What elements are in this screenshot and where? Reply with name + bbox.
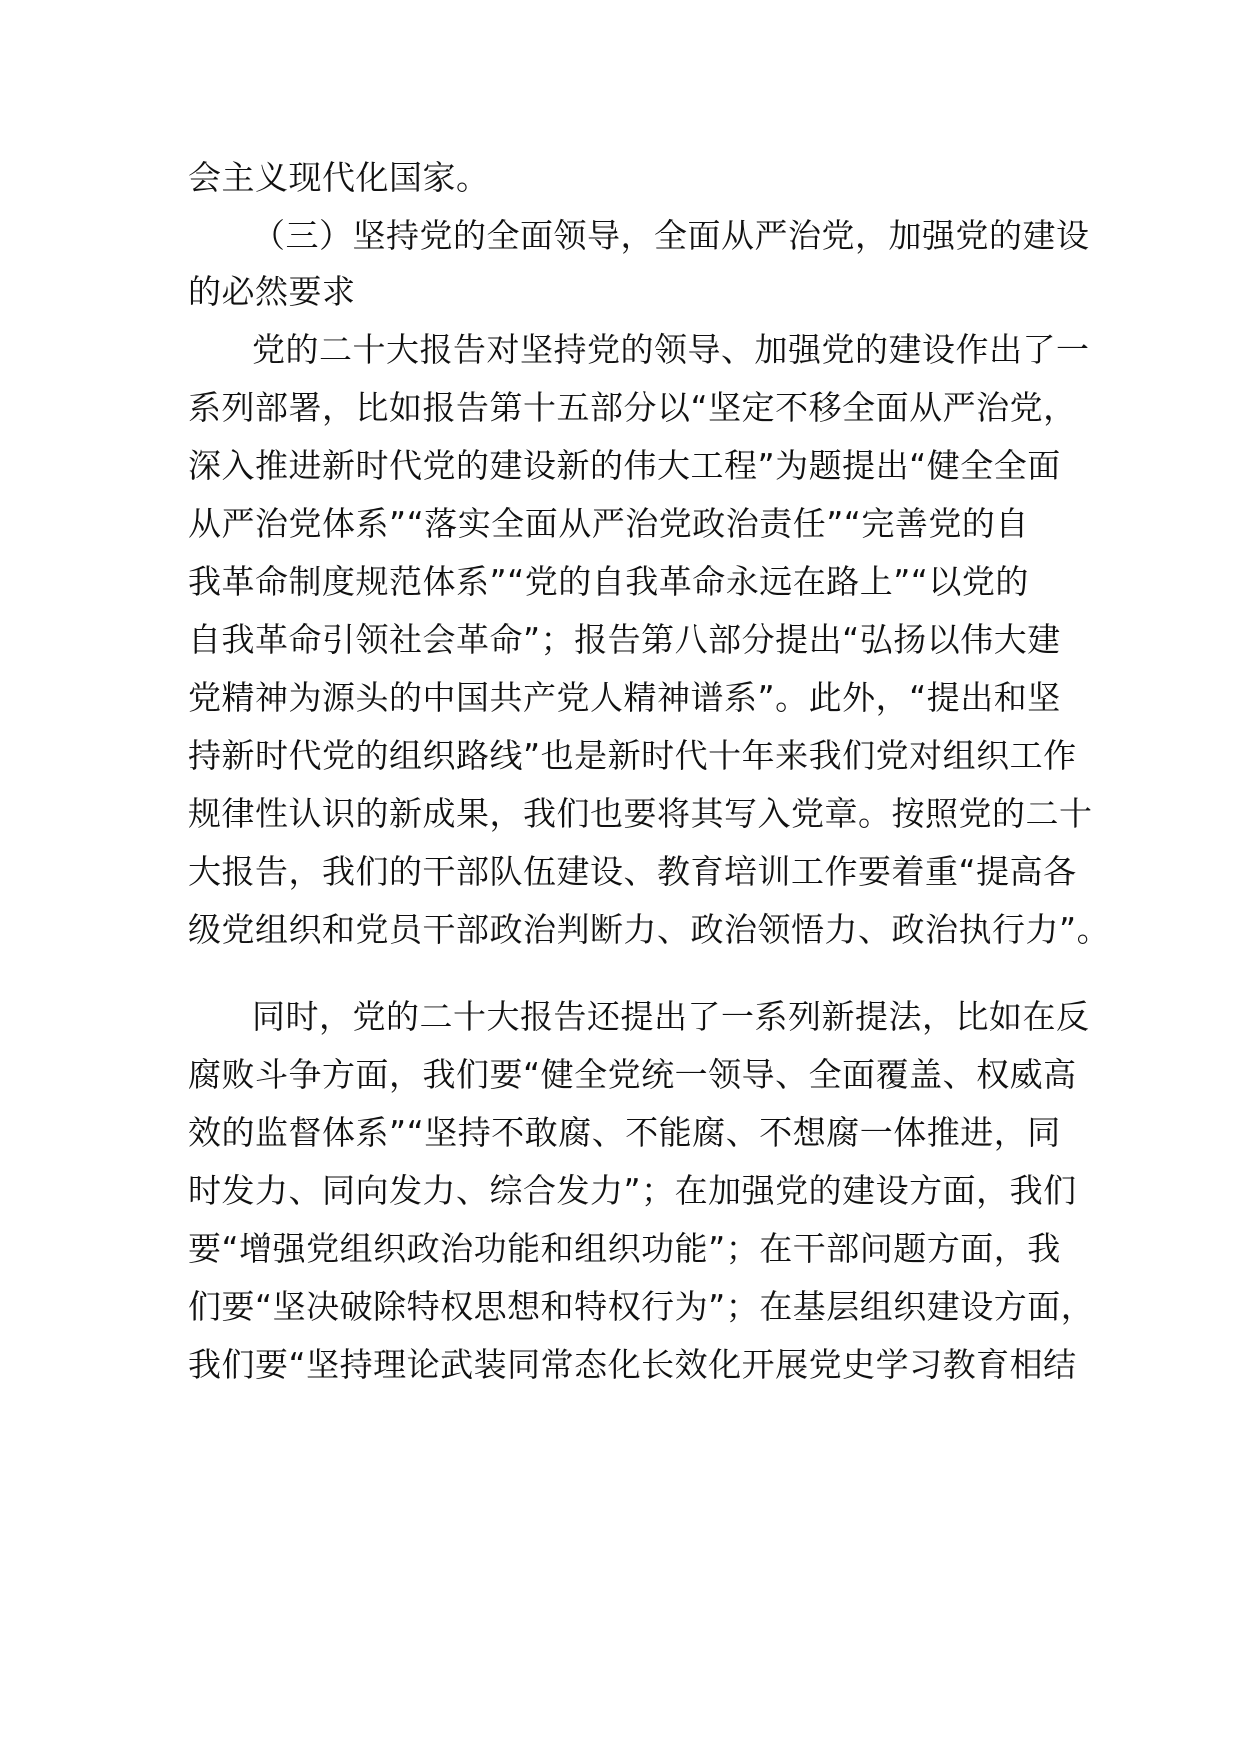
text-line: 从严治党体系”“落实全面从严治党政治责任”“完善党的自 [188, 504, 1029, 543]
text-line: 党精神为源头的中国共产党人精神谱系”。此外，“提出和坚 [188, 678, 1061, 717]
text-line: 们要“坚决破除特权思想和特权行为”；在基层组织建设方面， [188, 1287, 1095, 1326]
text-line: 深入推进新时代党的建设新的伟大工程”为题提出“健全全面 [188, 446, 1061, 485]
text-line: 同时，党的二十大报告还提出了一系列新提法，比如在反 [252, 997, 1090, 1036]
text-line: 大报告，我们的干部队伍建设、教育培训工作要着重“提高各 [188, 852, 1077, 891]
text-line: 级党组织和党员干部政治判断力、政治领悟力、政治执行力”。 [188, 910, 1111, 949]
section-heading-continued: 的必然要求 [188, 272, 356, 311]
text-line: 我们要“坚持理论武装同常态化长效化开展党史学习教育相结 [188, 1345, 1077, 1384]
text-line: 规律性认识的新成果，我们也要将其写入党章。按照党的二十 [188, 794, 1093, 833]
text-line: 腐败斗争方面，我们要“健全党统一领导、全面覆盖、权威高 [188, 1055, 1077, 1094]
section-heading: （三）坚持党的全面领导，全面从严治党，加强党的建设 [252, 216, 1090, 255]
text-line: 党的二十大报告对坚持党的领导、加强党的建设作出了一 [252, 330, 1090, 369]
text-line: 要“增强党组织政治功能和组织功能”；在干部问题方面，我 [188, 1229, 1061, 1268]
text-line: 我革命制度规范体系”“党的自我革命永远在路上”“以党的 [188, 562, 1029, 601]
text-line: 效的监督体系”“坚持不敢腐、不能腐、不想腐一体推进，同 [188, 1113, 1061, 1152]
text-line: 系列部署，比如报告第十五部分以“坚定不移全面从严治党， [188, 388, 1077, 427]
text-line: 持新时代党的组织路线”也是新时代十年来我们党对组织工作 [188, 736, 1077, 775]
text-line: 会主义现代化国家。 [188, 158, 490, 197]
text-line: 时发力、同向发力、综合发力”；在加强党的建设方面，我们 [188, 1171, 1077, 1210]
text-line: 自我革命引领社会革命”；报告第八部分提出“弘扬以伟大建 [188, 620, 1061, 659]
